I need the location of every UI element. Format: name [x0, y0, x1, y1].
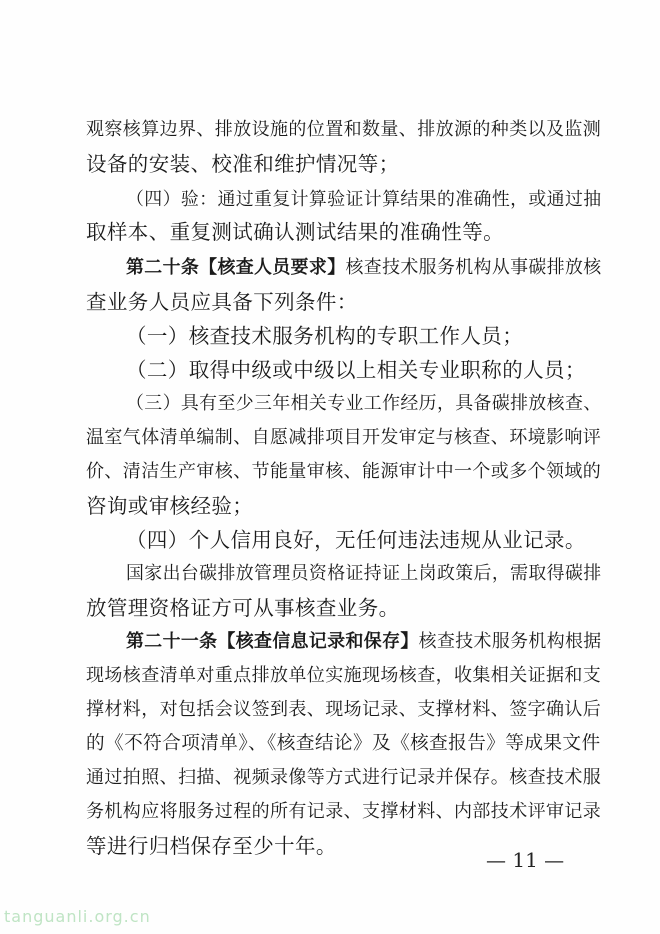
line-text: 查业务人员应具备下列条件： [86, 290, 358, 314]
line-text: 咨询或审核经验； [86, 494, 254, 518]
article-heading: 第二十一条【核查信息记录和保存】 [126, 631, 419, 652]
line-text: （二）取得中级或中级以上相关专业职称的人员； [126, 358, 586, 382]
line-text: （三）具有至少三年相关专业工作经历，具备碳排放核查、 [126, 393, 602, 414]
paragraph-line [86, 116, 601, 144]
line-text: （四）个人信用良好，无任何违法违规从业记录。 [126, 528, 586, 552]
paragraph-line [86, 424, 601, 452]
paragraph-line [86, 288, 358, 316]
list-item [126, 526, 586, 554]
paragraph-line [86, 764, 601, 792]
paragraph-line [86, 798, 601, 826]
line-text: 通过拍照、扫描、视频录像等方式进行记录并保存。核查技术服 [86, 767, 602, 788]
line-text: 国家出台碳排放管理员资格证持证上岗政策后，需取得碳排 [126, 563, 602, 584]
line-text: 取样本、重复测试确认测试结果的准确性等。 [86, 220, 504, 244]
page-number: — 11 — [486, 848, 565, 872]
list-item [126, 390, 602, 418]
paragraph-line [86, 492, 253, 520]
line-text: 温室气体清单编制、自愿减排项目开发审定与核查、环境影响评 [86, 427, 602, 448]
line-text: 核查技术服务机构根据 [418, 631, 602, 652]
line-text: 核查技术服务机构从事碳排放核 [345, 257, 602, 278]
paragraph-line [86, 218, 504, 246]
line-text: 放管理资格证方可从事核查业务。 [86, 596, 400, 620]
line-text: 务机构应将服务过程的所有记录、支撑材料、内部技术评审记录 [86, 801, 602, 822]
paragraph-line [86, 696, 601, 724]
paragraph-line [126, 186, 602, 214]
line-text: （四）验：通过重复计算验证计算结果的准确性，或通过抽 [126, 189, 602, 210]
watermark: tanguanli.org.cn [4, 907, 151, 926]
paragraph-line [86, 662, 601, 690]
line-text: （一）核查技术服务机构的专职工作人员； [126, 324, 524, 348]
paragraph-line [86, 458, 601, 486]
paragraph-line [86, 832, 337, 860]
line-text: 价、清洁生产审核、节能量审核、能源审计中一个或多个领域的 [86, 461, 602, 482]
line-text: 撑材料，对包括会议签到表、现场记录、支撑材料、签字确认后 [86, 699, 602, 720]
article-21-line [126, 628, 602, 656]
article-heading: 第二十条【核查人员要求】 [126, 257, 346, 278]
line-text: 观察核算边界、排放设施的位置和数量、排放源的种类以及监测 [86, 119, 602, 140]
paragraph-line [126, 560, 602, 588]
paragraph-line [86, 730, 600, 758]
paragraph-line [86, 150, 400, 178]
article-20-line [126, 254, 602, 282]
line-text: 现场核查清单对重点排放单位实施现场核查，收集相关证据和支 [86, 665, 602, 686]
line-text: 等进行归档保存至少十年。 [86, 834, 337, 858]
list-item [126, 356, 586, 384]
line-text: 的《不符合项清单》、《核查结论》及《核查报告》等成果文件 [86, 733, 601, 754]
paragraph-line [86, 594, 400, 622]
line-text: 设备的安装、校准和维护情况等； [86, 152, 400, 176]
list-item [126, 322, 523, 350]
